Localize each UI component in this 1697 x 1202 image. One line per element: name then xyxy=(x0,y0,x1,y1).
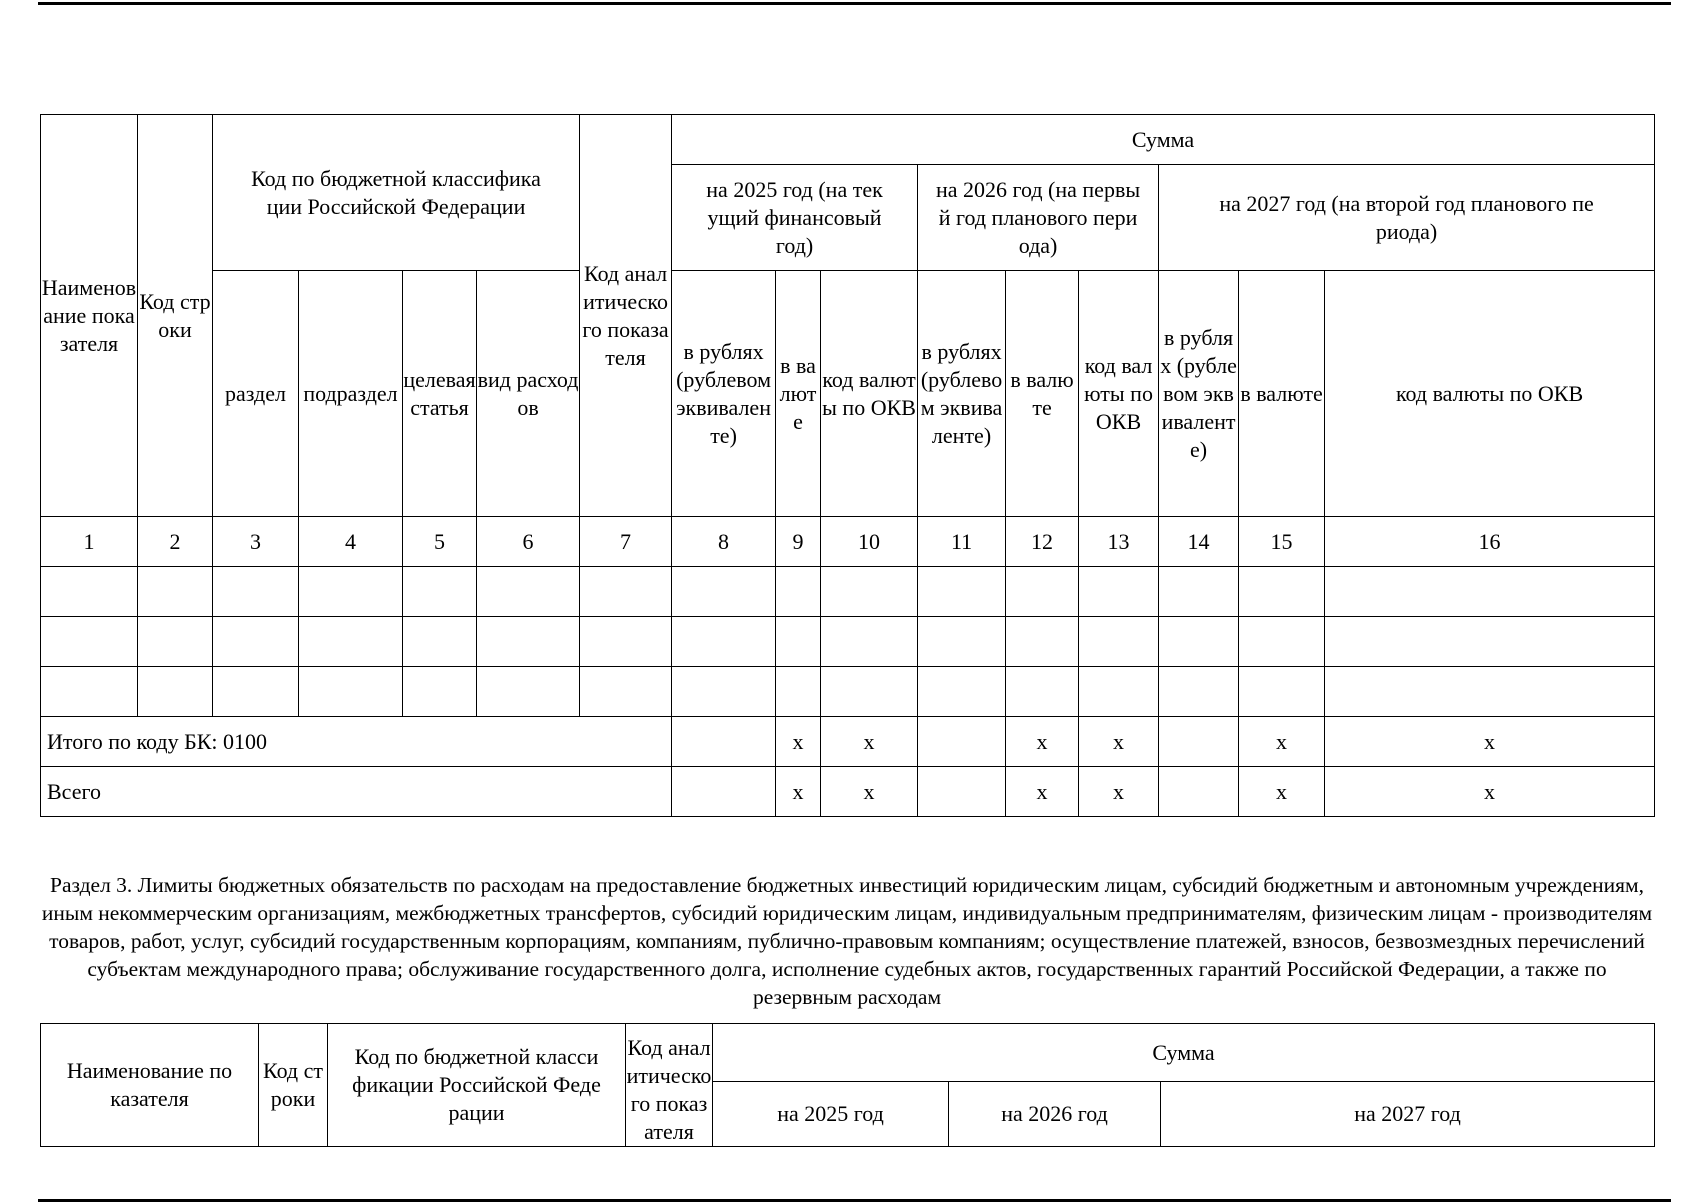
cell xyxy=(1325,667,1655,717)
col-number: 5 xyxy=(403,517,477,567)
cell xyxy=(41,667,138,717)
total-bk-label: Итого по коду БК: 0100 xyxy=(41,717,672,767)
t2-header-2026: на 2026 год xyxy=(949,1082,1161,1147)
col-number: 11 xyxy=(918,517,1006,567)
cell xyxy=(41,617,138,667)
cell xyxy=(403,617,477,667)
cell xyxy=(138,567,213,617)
col-number: 10 xyxy=(821,517,918,567)
cell xyxy=(776,567,821,617)
header-2025-rub: в рублях (рублевом эквиваленте) xyxy=(672,271,776,517)
cell xyxy=(1006,617,1079,667)
header-2026-rub: в рублях (рублевом эквиваленте) xyxy=(918,271,1006,517)
cell xyxy=(918,567,1006,617)
x-mark: x xyxy=(821,767,918,817)
total-bk-row xyxy=(41,717,1655,767)
cell xyxy=(213,667,299,717)
cell xyxy=(672,767,776,817)
col-number: 8 xyxy=(672,517,776,567)
col-number: 1 xyxy=(41,517,138,567)
cell xyxy=(918,667,1006,717)
data-row xyxy=(41,567,1655,617)
col-number: 15 xyxy=(1239,517,1325,567)
cell xyxy=(403,667,477,717)
col-number: 3 xyxy=(213,517,299,567)
cell xyxy=(1159,567,1239,617)
t2-header-bk-code: Код по бюджетной классификации Российской Федерации xyxy=(328,1024,626,1147)
t2-header-summa: Сумма xyxy=(713,1024,1655,1082)
top-rule xyxy=(38,2,1671,5)
grand-total-label: Всего xyxy=(41,767,672,817)
t2-header-2025: на 2025 год xyxy=(713,1082,949,1147)
cell xyxy=(1159,767,1239,817)
cell xyxy=(918,767,1006,817)
cell xyxy=(1006,667,1079,717)
cell xyxy=(403,567,477,617)
t2-header-name: Наименование показателя xyxy=(41,1024,259,1147)
x-mark: x xyxy=(1006,717,1079,767)
t2-header-line-code: Код строки xyxy=(259,1024,328,1147)
header-year-2027: на 2027 год (на второй год планового периода) xyxy=(1159,165,1655,271)
cell xyxy=(1079,567,1159,617)
cell xyxy=(672,667,776,717)
cell xyxy=(821,667,918,717)
header-summa: Сумма xyxy=(672,115,1655,165)
data-row xyxy=(41,667,1655,717)
cell xyxy=(41,567,138,617)
cell xyxy=(1079,667,1159,717)
col-number: 9 xyxy=(776,517,821,567)
cell xyxy=(1079,617,1159,667)
cell xyxy=(477,617,580,667)
col-number: 2 xyxy=(138,517,213,567)
cell xyxy=(1239,617,1325,667)
header-2027-valuta: в валюте xyxy=(1239,271,1325,517)
x-mark: x xyxy=(1325,717,1655,767)
header-vid-rashodov: вид расходов xyxy=(477,271,580,517)
cell xyxy=(213,567,299,617)
budget-table-section2 xyxy=(40,114,1655,817)
col-number: 16 xyxy=(1325,517,1655,567)
cell xyxy=(1325,567,1655,617)
header-2027-rub: в рублях (рублевом эквиваленте) xyxy=(1159,271,1239,517)
cell xyxy=(299,667,403,717)
cell xyxy=(918,717,1006,767)
x-mark: x xyxy=(776,767,821,817)
cell xyxy=(580,567,672,617)
x-mark: x xyxy=(1006,767,1079,817)
cell xyxy=(580,617,672,667)
cell xyxy=(1159,667,1239,717)
cell xyxy=(776,617,821,667)
cell xyxy=(138,667,213,717)
cell xyxy=(213,617,299,667)
header-celevaya-statya: целевая статья xyxy=(403,271,477,517)
data-row xyxy=(41,617,1655,667)
header-razdel: раздел xyxy=(213,271,299,517)
cell xyxy=(672,617,776,667)
grand-total-row xyxy=(41,767,1655,817)
cell xyxy=(477,667,580,717)
cell xyxy=(1006,567,1079,617)
x-mark: x xyxy=(776,717,821,767)
cell xyxy=(1159,617,1239,667)
header-2026-valuta: в валюте xyxy=(1006,271,1079,517)
col-number: 6 xyxy=(477,517,580,567)
cell xyxy=(299,567,403,617)
col-number: 7 xyxy=(580,517,672,567)
budget-table-section3 xyxy=(40,1023,1655,1147)
header-year-2026: на 2026 год (на первый год планового периода) xyxy=(918,165,1159,271)
x-mark: x xyxy=(1325,767,1655,817)
header-2027-okv: код валюты по ОКВ xyxy=(1325,271,1655,517)
x-mark: x xyxy=(1239,767,1325,817)
header-bk-code: Код по бюджетной классификации Российской Федерации xyxy=(213,115,580,271)
x-mark: x xyxy=(1079,767,1159,817)
x-mark: x xyxy=(1079,717,1159,767)
cell xyxy=(672,717,776,767)
section3-caption: Раздел 3. Лимиты бюджетных обязательств по расходам на предоставление бюджетных инвестиций юридическим лицам, субсидий бюджетным и автономным учреждениям, иным некоммерческим организациям, межбюджетных трансфертов, субсидий юридическим лицам, индивидуальным предпринимателям, физическим лицам - производителям товаров, работ, услуг, субсидий государственным корпорациям, компаниям, публично-правовым компаниям; осуществление платежей, взносов, безвозмездных перечислений субъектам международного права; обслуживание государственного долга, исполнение судебных актов, государственных гарантий Российской Федерации, а также по резервным расходам xyxy=(41,873,1653,1009)
cell xyxy=(1239,567,1325,617)
cell xyxy=(821,567,918,617)
cell xyxy=(1239,667,1325,717)
col-number: 12 xyxy=(1006,517,1079,567)
header-2025-valuta: в валюте xyxy=(776,271,821,517)
t2-header-2027: на 2027 год xyxy=(1161,1082,1655,1147)
header-2025-okv: код валюты по ОКВ xyxy=(821,271,918,517)
cell xyxy=(1325,617,1655,667)
col-number: 13 xyxy=(1079,517,1159,567)
t2-header-analytic-code: Код аналитического показателя xyxy=(626,1024,713,1147)
col-number: 14 xyxy=(1159,517,1239,567)
col-number: 4 xyxy=(299,517,403,567)
cell xyxy=(138,617,213,667)
cell xyxy=(776,667,821,717)
header-2026-okv: код валюты по ОКВ xyxy=(1079,271,1159,517)
cell xyxy=(580,667,672,717)
cell xyxy=(672,567,776,617)
header-year-2025: на 2025 год (на текущий финансовый год) xyxy=(672,165,918,271)
cell xyxy=(918,617,1006,667)
cell xyxy=(477,567,580,617)
header-line-code: Код строки xyxy=(138,115,213,517)
header-name: Наименование показателя xyxy=(41,115,138,517)
header-podrazdel: подраздел xyxy=(299,271,403,517)
cell xyxy=(299,617,403,667)
cell xyxy=(1159,717,1239,767)
header-analytic-code: Код аналитического показателя xyxy=(580,115,672,517)
x-mark: x xyxy=(821,717,918,767)
cell xyxy=(821,617,918,667)
x-mark: x xyxy=(1239,717,1325,767)
